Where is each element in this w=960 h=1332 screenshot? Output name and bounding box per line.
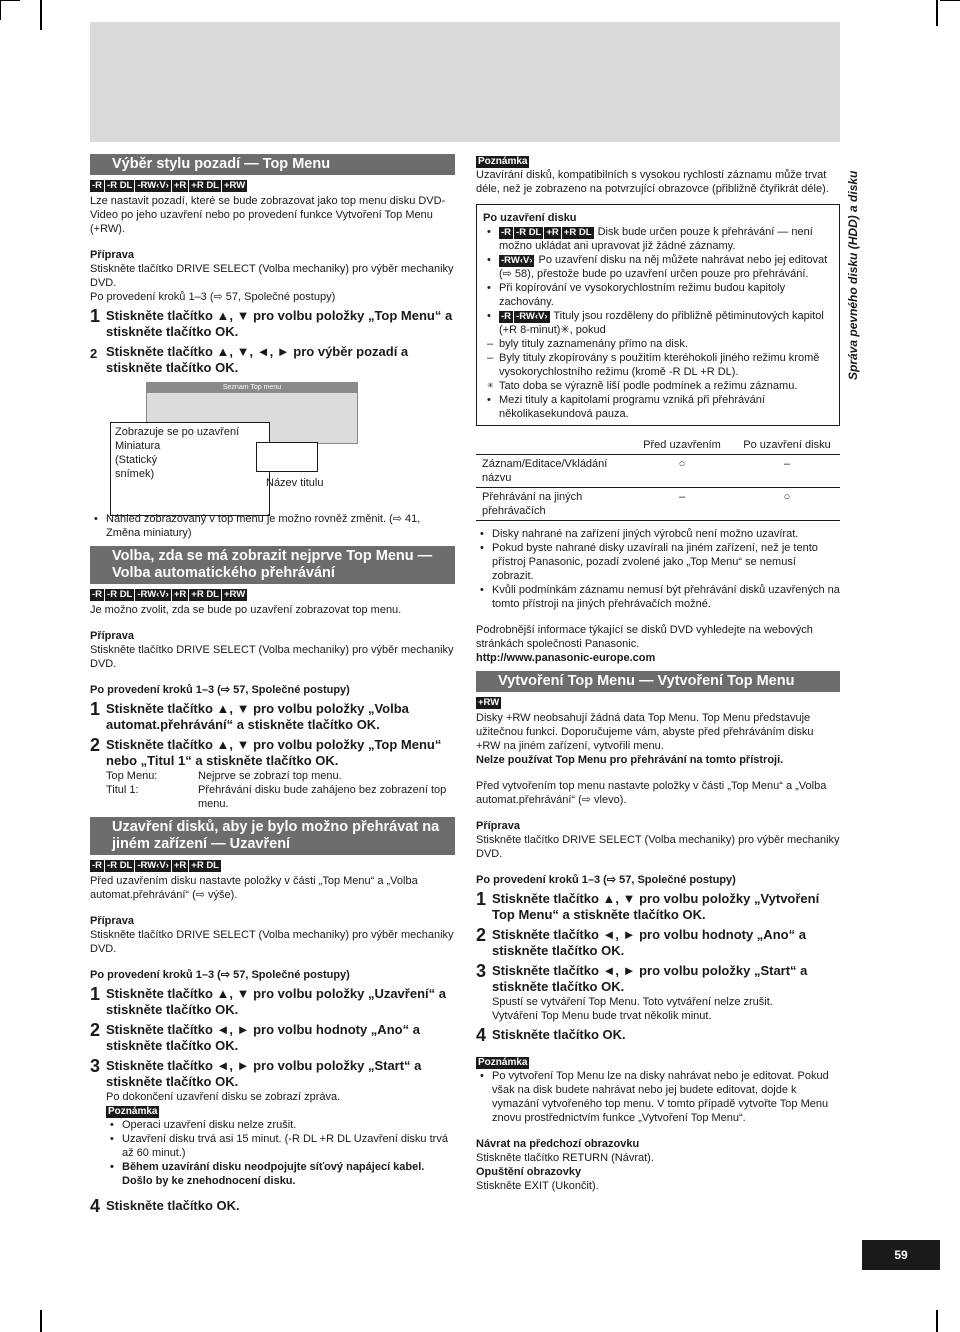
- prep-label: Příprava: [90, 630, 135, 642]
- list-item: • Kvůli podmínkám záznamu nemusí být přehrávání disků uzavřených na tomto přístroji na jiných přehrávačích možné.: [476, 583, 840, 611]
- option-row: [90, 783, 455, 811]
- list-item: • Operaci uzavření disku nelze zrušit.: [106, 1118, 455, 1132]
- disc-tag: +R DL: [191, 860, 219, 871]
- step-2: [90, 1022, 455, 1054]
- after-steps-text: Po provedení kroků 1–3 (⇨ 57, Společné postupy): [90, 969, 350, 981]
- disc-tag: +R DL: [191, 589, 219, 600]
- step-2: [476, 927, 840, 959]
- table-cell: –: [678, 491, 686, 503]
- info-text: Podrobnější informace týkající se disků DVD vyhledejte na webových stránkách společnosti Panasonic.: [476, 624, 813, 650]
- list-item: • Náhled zobrazovaný v top menu je možno rovněž změnit. (⇨ 41, Změna miniatury): [90, 512, 455, 540]
- list-item: • Během uzavírání disku neodpojujte síťový napájecí kabel. Došlo by ke znehodnocení disku.: [106, 1160, 455, 1188]
- step-1: [476, 891, 840, 923]
- header-band: [90, 22, 840, 142]
- after-steps-text: Po provedení kroků 1–3 (⇨ 57, Společné postupy): [90, 684, 350, 696]
- step-number: 4: [90, 1196, 101, 1216]
- box-list: [483, 225, 833, 421]
- step-4: [90, 1198, 455, 1214]
- table-cell: ○: [783, 491, 791, 503]
- prep-label: Příprava: [90, 249, 135, 261]
- thumbnail-icon: [256, 442, 318, 472]
- disc-tag: -RW‹V›: [137, 860, 169, 871]
- table-cell: Přehrávání na jiných přehrávačích: [482, 491, 583, 517]
- step-number: 1: [90, 984, 101, 1004]
- disc-tag: -RW‹V›: [516, 311, 548, 322]
- step-text: Stiskněte tlačítko ◄, ► pro volbu položky „Start“ a stiskněte tlačítko OK.: [492, 963, 808, 994]
- step-text: Stiskněte tlačítko ▲, ▼ pro volbu položky „Uzavření“ a stiskněte tlačítko OK.: [106, 986, 446, 1017]
- step-number: 2: [90, 346, 98, 361]
- crop-mark-tl-h: [0, 0, 20, 1]
- step-text: Stiskněte tlačítko ▲, ▼ pro volbu položky „Vytvoření Top Menu“ a stiskněte tlačítko OK.: [492, 891, 820, 922]
- list-item: – Byly tituly zkopírovány s použitím kteréhokoli jiného režimu kromě vysokorychlostního režimu (kromě -R DL +R DL).: [483, 351, 833, 379]
- bullet-list: [90, 512, 455, 540]
- list-item: ✳ Tato doba se výrazně liší podle podmínek a režimu záznamu.: [483, 379, 833, 393]
- option-value: Nejprve se zobrazí top menu.: [198, 770, 342, 782]
- disc-tag: -RW‹V›: [501, 255, 533, 266]
- option-key: Titul 1:: [106, 784, 139, 796]
- step-number: 1: [90, 306, 101, 326]
- list-text: Tituly jsou rozděleny do přibližně pětiminutových kapitol (+R 8-minut)✳, pokud: [499, 310, 824, 336]
- step-number: 4: [476, 1025, 487, 1045]
- disc-tag: +R: [546, 227, 559, 238]
- note-list: [106, 1118, 455, 1188]
- disc-tag: -R: [501, 311, 512, 322]
- step-number: 2: [90, 1020, 101, 1040]
- list-item: [483, 309, 833, 337]
- crop-mark-tl-v: [0, 0, 1, 20]
- list-text: Po uzavření disku na něj můžete nahrávat nebo jej editovat (⇨ 58), přestože bude po uzavření určen pouze pro přehrávání.: [499, 254, 828, 280]
- disc-tag: -RW‹V›: [137, 589, 169, 600]
- section-heading-background-style: Výběr stylu pozadí — Top Menu: [90, 154, 455, 175]
- table-cell: –: [783, 458, 791, 470]
- step-text: Stiskněte tlačítko ▲, ▼, ◄, ► pro výběr pozadí a stiskněte tlačítko OK.: [106, 344, 409, 375]
- prep-label: Příprava: [90, 915, 135, 927]
- step-subtext: Spustí se vytváření Top Menu. Toto vytváření nelze zrušit.: [492, 996, 773, 1008]
- prep-text: Stiskněte tlačítko DRIVE SELECT (Volba mechaniky) pro výběr mechaniky DVD.: [90, 263, 454, 289]
- top-menu-figure: [90, 382, 455, 512]
- after-steps-text: Po provedení kroků 1–3 (⇨ 57, Společné postupy): [476, 874, 736, 886]
- disc-tag: +R: [173, 180, 187, 191]
- prep-text: Stiskněte tlačítko DRIVE SELECT (Volba mechaniky) pro výběr mechaniky DVD.: [476, 834, 840, 860]
- step-text: Stiskněte tlačítko ▲, ▼ pro volbu položky „Top Menu“ a stiskněte tlačítko OK.: [106, 308, 453, 339]
- note-list: [476, 1069, 840, 1125]
- figure-caption: Zobrazuje se po uzavření: [115, 426, 240, 438]
- page-number: 59: [862, 1240, 940, 1270]
- disc-tag: -R: [92, 589, 103, 600]
- list-item: • Při kopírování ve vysokorychlostním režimu budou kapitoly zachovány.: [483, 281, 833, 309]
- step-1: [90, 701, 455, 733]
- disc-tags: [476, 696, 840, 709]
- before-text: Před vytvořením top menu nastavte položky v části „Top Menu“ a „Volba automat.přehrávání“ (⇨ vlevo).: [476, 780, 827, 806]
- crop-mark-top-left: [40, 0, 42, 30]
- disc-tag: -R DL: [516, 227, 542, 238]
- side-chapter-label: Správa pevného disku (HDD) a disku: [846, 170, 860, 380]
- step-text: Stiskněte tlačítko ◄, ► pro volbu hodnoty „Ano“ a stiskněte tlačítko OK.: [106, 1022, 420, 1053]
- intro-text: Je možno zvolit, zda se bude po uzavření zobrazovat top menu.: [90, 604, 402, 616]
- table-cell: ○: [678, 458, 686, 470]
- prep-label: Příprava: [476, 820, 521, 832]
- note-label: Poznámka: [108, 1106, 158, 1117]
- step-2: [90, 737, 455, 769]
- table-cell: Záznam/Editace/Vkládání názvu: [482, 458, 608, 484]
- crop-mark-bottom-right: [936, 1310, 938, 1332]
- step-3: [476, 963, 840, 1023]
- table-header-cell: Po uzavření disku: [743, 439, 831, 451]
- prep-text: Stiskněte tlačítko DRIVE SELECT (Volba mechaniky) pro výběr mechaniky DVD.: [90, 644, 454, 670]
- disc-tag: -R DL: [107, 860, 133, 871]
- exit-label: Opuštění obrazovky: [476, 1166, 582, 1178]
- option-row: [90, 769, 455, 783]
- box-title: Po uzavření disku: [483, 212, 577, 224]
- list-item: • Disky nahrané na zařízení jiných výrobců není možno uzavírat.: [476, 527, 840, 541]
- crop-mark-bottom-left: [40, 1310, 42, 1332]
- warning-text: Nelze používat Top Menu pro přehrávání na tomto přístroji.: [476, 754, 784, 766]
- disc-tag: +R: [173, 589, 187, 600]
- option-key: Top Menu:: [106, 770, 158, 782]
- crop-mark-top-right: [936, 0, 938, 26]
- list-item: [483, 253, 833, 281]
- disc-tag: -R DL: [107, 589, 133, 600]
- step-number: 1: [90, 699, 101, 719]
- figure-caption-box: [110, 422, 270, 516]
- table-header: [476, 436, 840, 455]
- disc-tag: -R DL: [107, 180, 133, 191]
- intro-text: Disky +RW neobsahují žádná data Top Menu. Top Menu představuje užitečnou funkci. Doporučujeme vám, abyste před přehráváním disku +RW na jiném zařízení, vytvořili menu.: [476, 712, 814, 752]
- list-item: • Uzavření disku trvá asi 15 minut. (-R DL +R DL Uzavření disku trvá až 60 minut.): [106, 1132, 455, 1160]
- option-value: Přehrávání disku bude zahájeno bez zobrazení top menu.: [198, 784, 447, 810]
- step-number: 2: [476, 925, 487, 945]
- note-text: Uzavírání disků, kompatibilních s vysokou rychlostí záznamu může trvat déle, než je zobrazeno na potvrzující obrazovce (přibližně čtyřikrát déle).: [476, 169, 829, 195]
- figure-title-label: Název titulu: [266, 477, 324, 489]
- disc-tag: -RW‹V›: [137, 180, 169, 191]
- table-row: [476, 488, 840, 521]
- step-text: Stiskněte tlačítko ◄, ► pro volbu hodnoty „Ano“ a stiskněte tlačítko OK.: [492, 927, 806, 958]
- step-text: Stiskněte tlačítko ▲, ▼ pro volbu položky „Volba automat.přehrávání“ a stiskněte tlačítko OK.: [106, 701, 409, 732]
- disc-tags: [90, 179, 455, 192]
- step-number: 3: [476, 961, 487, 981]
- disc-tags: [90, 588, 455, 601]
- step-text: Stiskněte tlačítko ▲, ▼ pro volbu položky „Top Menu“ nebo „Titul 1“ a stiskněte tlačítko OK.: [106, 737, 442, 768]
- list-item: [483, 225, 833, 253]
- table-header-cell: Před uzavřením: [643, 439, 721, 451]
- step-text: Stiskněte tlačítko OK.: [492, 1027, 626, 1042]
- intro-text: Lze nastavit pozadí, které se bude zobrazovat jako top menu disku DVD-Video po jeho uzavření nebo po provedení funkce Vytvoření Top Menu (+RW).: [90, 195, 446, 235]
- step-text: Stiskněte tlačítko OK.: [106, 1198, 240, 1213]
- section-heading-create-top-menu: Vytvoření Top Menu — Vytvoření Top Menu: [476, 671, 840, 692]
- section-heading-finalize: Uzavření disků, aby je bylo možno přehrávat na jiném zařízení — Uzavření: [90, 817, 455, 855]
- list-item: • Pokud byste nahrané disky uzavírali na jiném zařízení, než je tento přístroj Panasonic, pozadí zvolené jako „Top Menu“ se nemusí zobrazit.: [476, 541, 840, 583]
- note-label: Poznámka: [478, 156, 528, 167]
- return-label: Návrat na předchozí obrazovku: [476, 1138, 640, 1150]
- step-1: [90, 986, 455, 1018]
- step-text: Stiskněte tlačítko ◄, ► pro volbu položky „Start“ a stiskněte tlačítko OK.: [106, 1058, 422, 1089]
- finalize-table: [476, 436, 840, 521]
- step-number: 2: [90, 735, 101, 755]
- note-label: Poznámka: [478, 1057, 528, 1068]
- crop-mark-top-right-h: [940, 0, 960, 1]
- disc-tag: +R: [173, 860, 187, 871]
- disc-tag: -R: [92, 180, 103, 191]
- left-column: [90, 154, 455, 1214]
- step-3: [90, 1058, 455, 1104]
- disc-tag: +RW: [223, 589, 246, 600]
- disc-tag: -R: [501, 227, 512, 238]
- step-1: [90, 308, 455, 340]
- disc-tag: +R DL: [563, 227, 592, 238]
- list-text: Disk bude určen pouze k přehrávání — není možno ukládat ani upravovat již žádné záznamy.: [499, 226, 813, 252]
- intro-text: Před uzavřením disku nastavte položky v části „Top Menu“ a „Volba automat.přehrávání“ (⇨ výše).: [90, 875, 418, 901]
- disc-tag: +R DL: [191, 180, 219, 191]
- disc-tags: [90, 859, 455, 872]
- after-finalize-box: [476, 204, 840, 426]
- disc-tag: -R: [92, 860, 103, 871]
- step-subtext: Vytváření Top Menu bude trvat několik minut.: [492, 1010, 712, 1022]
- section-heading-autoplay: Volba, zda se má zobrazit nejprve Top Menu — Volba automatického přehrávání: [90, 546, 455, 584]
- website-link[interactable]: http://www.panasonic-europe.com: [476, 652, 656, 664]
- return-text: Stiskněte tlačítko RETURN (Návrat).: [476, 1152, 654, 1164]
- list-item: – byly tituly zaznamenány přímo na disk.: [483, 337, 833, 351]
- step-number: 1: [476, 889, 487, 909]
- list-item: • Po vytvoření Top Menu lze na disky nahrávat nebo je editovat. Pokud však na disk budete nahrávat nebo jej budete editovat, dojde k vymazání vytvořeného top menu. V tomto případě vytvořte Top Menu znovu prostřednictvím funkce „Vytvoření Top Menu“.: [476, 1069, 840, 1125]
- screen-header: Seznam Top menu: [147, 383, 357, 393]
- exit-text: Stiskněte EXIT (Ukončit).: [476, 1180, 599, 1192]
- step-subtext: Po dokončení uzavření disku se zobrazí zpráva.: [106, 1091, 341, 1103]
- bullet-list: [476, 527, 840, 611]
- disc-tag: +RW: [223, 180, 246, 191]
- step-4: [476, 1027, 840, 1043]
- disc-tag: +RW: [478, 697, 500, 708]
- figure-miniature-label: Miniatura (Statický snímek): [115, 440, 161, 480]
- list-item: • Mezi tituly a kapitolami programu vzniká při přehrávání několikasekundová pauza.: [483, 393, 833, 421]
- table-row: [476, 455, 840, 488]
- prep-text: Stiskněte tlačítko DRIVE SELECT (Volba mechaniky) pro výběr mechaniky DVD.: [90, 929, 454, 955]
- step-2: [90, 344, 455, 376]
- after-steps-text: Po provedení kroků 1–3 (⇨ 57, Společné postupy): [90, 291, 336, 303]
- right-column: [476, 154, 840, 1193]
- step-number: 3: [90, 1056, 101, 1076]
